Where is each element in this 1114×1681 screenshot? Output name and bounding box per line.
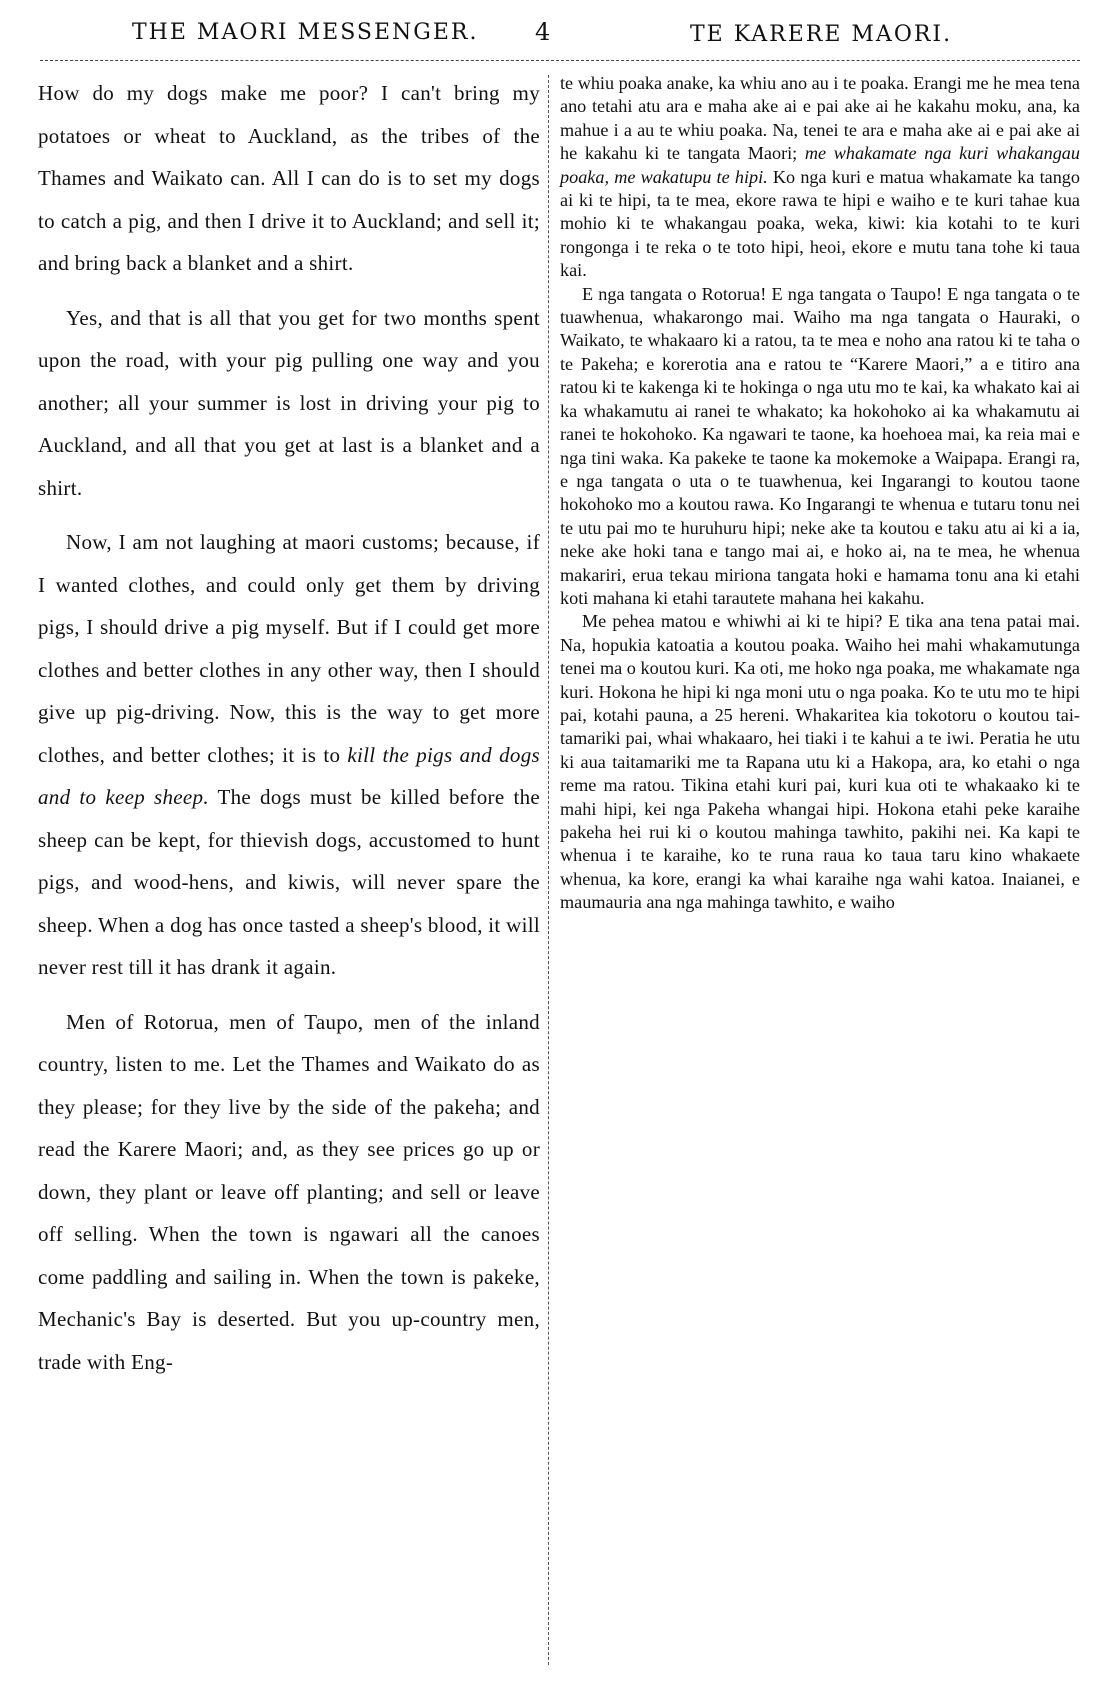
maori-paragraph-2: E nga tangata o Rotorua! E nga tangata o Taupo! E nga tangata o te tuawhenua, whakarongo mai. Waiho ma nga tangata o Hauraki, o Waikato, te whakaaro ki a ratou, ta te mea e noho ana ratou ki te taha o te Pakeha; e korerotia ana e ratou te “Karere Maori,” a e titiro ana ratou ki te kakenga ki te hokinga o nga utu mo te kai, ka whakato kai ai ka whakamutu ai ranei te whakato; ka hokohoko ai ka whakamutu ai ranei te hokohoko. Ka ngawari te taone, ka hoehoea mai, ka reia mai e nga tini waka. Ka pakeke te taone ka mokemoke a Waipapa. Erangi ra, e nga tangata o uta o te tuawhenua, kei Ingarangi to koutou taone hokohoko mo a koutou rawa. Ko Ingarangi te whenua e tutaru tonu nei te utu pai mo te huruhuru hipi; neke ake ta koutou e taku atu ai ki a ia, neke ake hoki tana e tango mai ai, e hoko ai, na te mea, he whenua makariri, erua tekau miriona tangata hoki e hamama tonu ana ki etahi koti mahana ki etahi tarautete mahana hei kakahu. <box>560 283 1080 608</box>
english-column <box>38 72 540 1383</box>
column-divider <box>548 75 549 1665</box>
english-emphasis: kill the pigs and dogs and to keep sheep. <box>38 742 540 809</box>
english-paragraph-2: Yes, and that is all that you get for two months spent upon the road, with your pig pulling one way and you another; all your summer is lost in driving your pig to Auckland, and all that you get at last is a blanket and a shirt. <box>38 305 540 500</box>
maori-paragraph-1-text-a: te whiu poaka anake, ka whiu ano au i te poaka. Erangi me he mea tena ano tetahi atu ara e maha ake ai e pai ake ai he kakahu moku, ana, ka mahue i a au te whiu poaka. Na, tenei te ara e maha ake ai e pai ake ai he kakahu ki te tangata Maori; <box>560 73 1080 164</box>
maori-paragraph-1 <box>560 72 1080 283</box>
english-paragraph-3-text-b: The dogs must be killed before the sheep can be kept, for thievish dogs, accustomed to hunt pigs, and wood-hens, and kiwis, will never spare the sheep. When a dog has once tasted a sheep's blood, it will never rest till it has drank it again. <box>38 785 540 979</box>
english-paragraph-4: Men of Rotorua, men of Taupo, men of the inland country, listen to me. Let the Thames and Waikato do as they please; for they live by the side of the pakeha; and read the Karere Maori; and, as they see prices go up or down, they plant or leave off planting; and sell or leave off selling. When the town is ngawari all the canoes come paddling and sailing in. When the town is pakeke, Mechanic's Bay is deserted. But you up-country men, trade with Eng- <box>38 1009 540 1374</box>
page-number: 4 <box>535 18 551 46</box>
maori-column <box>560 72 1080 915</box>
masthead-english: THE MAORI MESSENGER. <box>132 20 479 45</box>
english-paragraph-3 <box>38 521 540 989</box>
maori-paragraph-3: Me pehea matou e whiwhi ai ki te hipi? E tika ana tena patai mai. Na, hopukia katoatia a koutou poaka. Waiho hei mahi whakamutunga tenei ma o koutou kuri. Ka oti, me hoko nga poaka, me whakamate nga kuri. Hokona he hipi ki nga moni utu o nga poaka. Ko te utu mo te hipi pai, kotahi pauna, a 25 hereni. Whakaritea kia tokotoru o koutou tai-tamariki pai, whai whakaaro, hei tiaki i te kahui a te iwi. Peratia he utu ki aua taitamariki me ta Rapana utu ki a Hakopa, ara, ko etahi o nga reme ma ratou. Tikina etahi kuri pai, kuri kua oti te whakaako ki te mahi hipi, kei nga Pakeha whangai hipi. Hokona etahi peke karaihe pakeha hei rui ki o koutou mahinga tawhito, pakihi nei. Ka kapi te whenua i te karaihe, ko te runa raua ko taua taru kino whakaete whenua, ka kore, erangi ka whai karaihe nga wahi katoa. Inaianei, e maumauria ana nga mahinga tawhito, e waiho <box>560 611 1080 913</box>
masthead-maori: TE KARERE MAORI. <box>690 22 953 47</box>
english-paragraph-3-text-a: Now, I am not laughing at maori customs; because, if I wanted clothes, and could only get them by driving pigs, I should drive a pig myself. But if I could get more clothes and better clothes in any other way, then I should give up pig-driving. Now, this is the way to get more clothes, and better clothes; it is to <box>38 530 540 767</box>
english-paragraph-1: How do my dogs make me poor? I can't bring my potatoes or wheat to Auckland, as the tribes of the Thames and Waikato can. All I can do is to set my dogs to catch a pig, and then I drive it to Auckland; and sell it; and bring back a blanket and a shirt. <box>38 81 540 275</box>
header-rule <box>40 60 1080 61</box>
maori-emphasis: me whakamate nga kuri whakangau poaka, me wakatupu te hipi. <box>560 143 1080 187</box>
maori-paragraph-1-text-b: Ko nga kuri e matua whakamate ka tango ai ki te hipi, ta te mea, ekore rawa te hipi e waiho e te kuri tahae kua mohio ki te whakangau poaka, weka, kiwi: kia kotahi to te kuri rongonga i te reka o te toto hipi, heoi, ekore e mutu tana tohe ki taua kai. <box>560 166 1080 281</box>
page-header <box>0 14 1114 54</box>
